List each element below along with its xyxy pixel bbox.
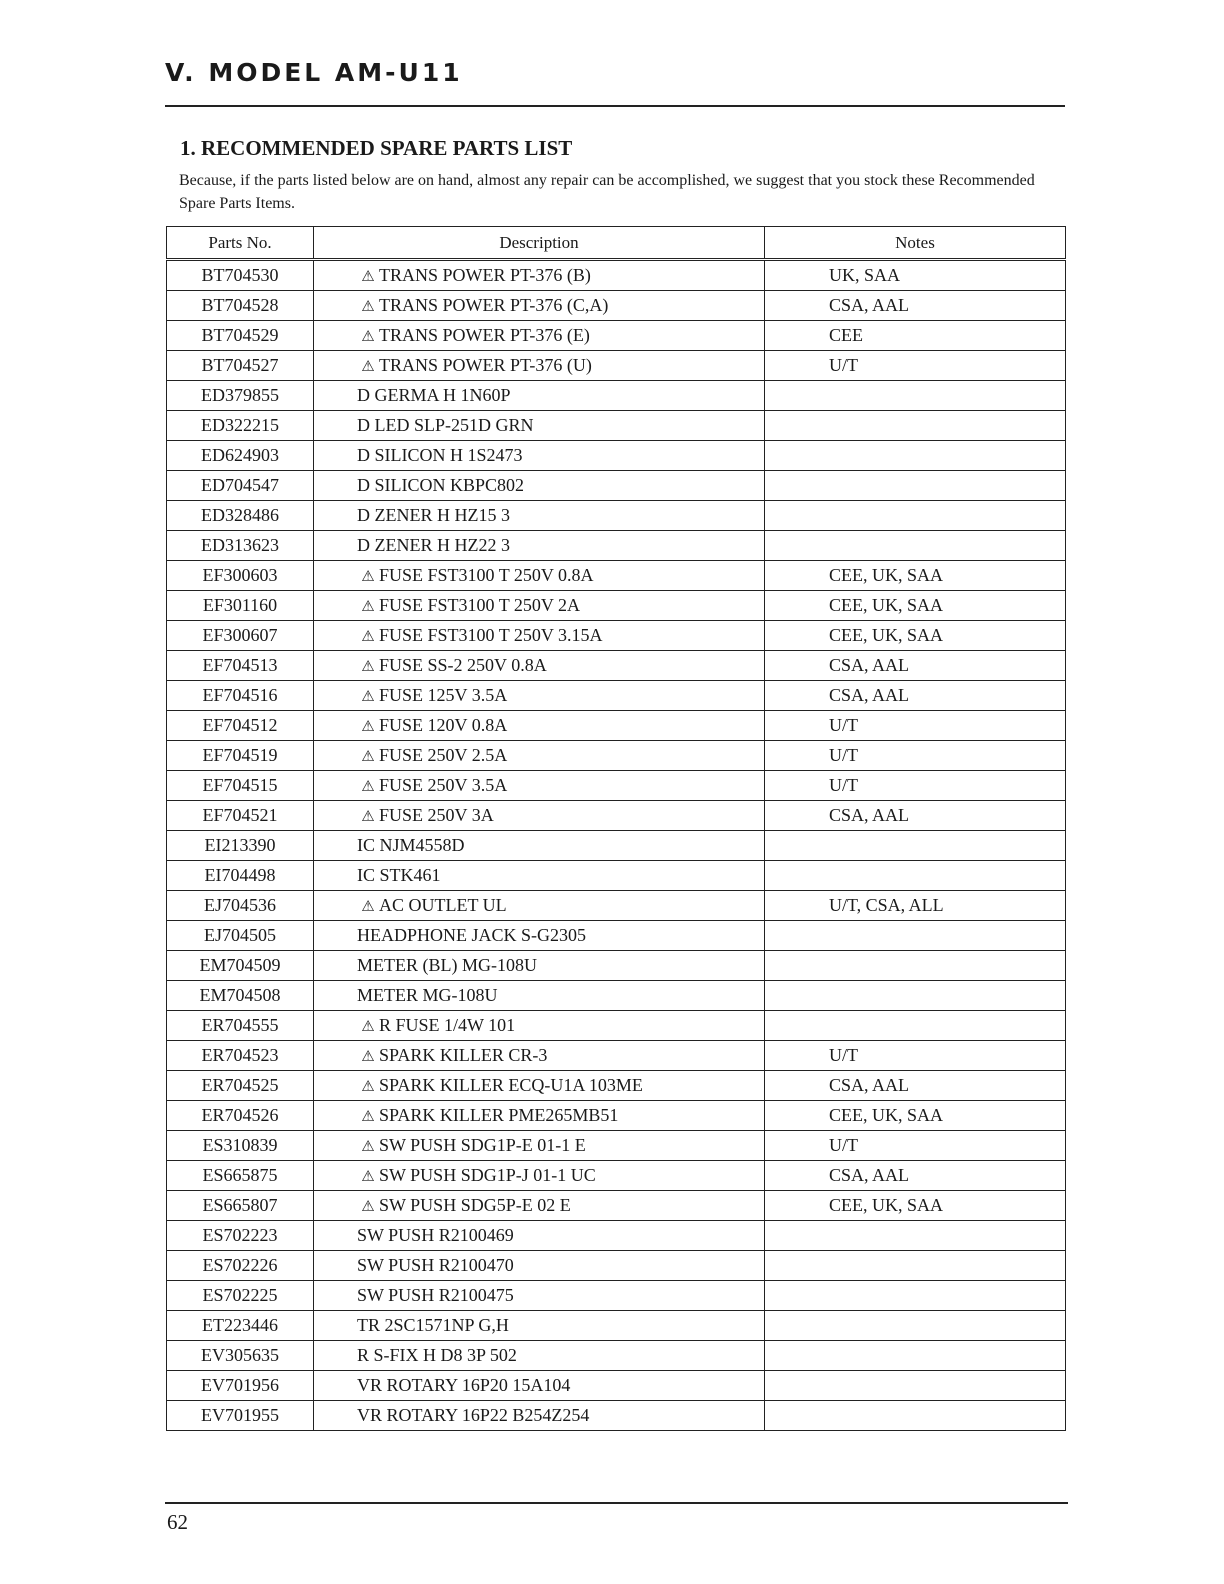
- table-row: [167, 591, 1066, 621]
- description-text: VR ROTARY 16P20 15A104: [357, 1375, 571, 1395]
- description-text: FUSE 250V 2.5A: [379, 745, 508, 765]
- description-cell: [314, 1311, 765, 1341]
- notes-cell: CEE, UK, SAA: [765, 1191, 1066, 1221]
- parts-no-cell: ES310839: [167, 1131, 314, 1161]
- warning-triangle-icon: ⚠: [361, 267, 375, 285]
- warning-triangle-icon: ⚠: [361, 807, 375, 825]
- table-row: [167, 411, 1066, 441]
- notes-cell: CEE: [765, 321, 1066, 351]
- table-row: [167, 1251, 1066, 1281]
- description-text: D SILICON KBPC802: [357, 475, 525, 495]
- chapter-title: V. MODEL AM-U11: [165, 58, 463, 87]
- description-cell: [314, 591, 765, 621]
- description-text: SPARK KILLER CR-3: [379, 1045, 548, 1065]
- table-row: [167, 1311, 1066, 1341]
- parts-no-cell: EM704508: [167, 981, 314, 1011]
- header-rule: [165, 105, 1065, 107]
- description-cell: [314, 1161, 765, 1191]
- table-row: [167, 291, 1066, 321]
- description-text: D LED SLP-251D GRN: [357, 415, 534, 435]
- warning-triangle-icon: ⚠: [361, 897, 375, 915]
- description-text: SW PUSH R2100475: [357, 1285, 514, 1305]
- table-row: [167, 651, 1066, 681]
- parts-no-cell: EV305635: [167, 1341, 314, 1371]
- parts-no-cell: EF300603: [167, 561, 314, 591]
- table-row: [167, 741, 1066, 771]
- notes-cell: U/T: [765, 351, 1066, 381]
- notes-cell: CSA, AAL: [765, 651, 1066, 681]
- table-row: [167, 1341, 1066, 1371]
- table-row: [167, 321, 1066, 351]
- description-cell: [314, 771, 765, 801]
- description-text: D ZENER H HZ15 3: [357, 505, 510, 525]
- table-row: [167, 501, 1066, 531]
- table-row: [167, 861, 1066, 891]
- notes-cell: U/T: [765, 771, 1066, 801]
- table-row: [167, 1221, 1066, 1251]
- parts-no-cell: EF704519: [167, 741, 314, 771]
- description-cell: [314, 1251, 765, 1281]
- description-cell: [314, 561, 765, 591]
- description-text: FUSE 120V 0.8A: [379, 715, 508, 735]
- parts-no-cell: EV701956: [167, 1371, 314, 1401]
- parts-no-cell: ED328486: [167, 501, 314, 531]
- table-row: [167, 1161, 1066, 1191]
- parts-no-cell: EF704516: [167, 681, 314, 711]
- description-cell: [314, 381, 765, 411]
- parts-no-cell: ED379855: [167, 381, 314, 411]
- description-text: TRANS POWER PT-376 (U): [379, 355, 592, 375]
- description-text: SW PUSH SDG1P-J 01-1 UC: [379, 1165, 596, 1185]
- parts-no-cell: ET223446: [167, 1311, 314, 1341]
- description-text: SW PUSH R2100469: [357, 1225, 514, 1245]
- description-cell: [314, 981, 765, 1011]
- warning-triangle-icon: ⚠: [361, 597, 375, 615]
- description-text: SPARK KILLER ECQ-U1A 103ME: [379, 1075, 643, 1095]
- description-cell: [314, 861, 765, 891]
- notes-cell: [765, 411, 1066, 441]
- description-cell: [314, 651, 765, 681]
- warning-triangle-icon: ⚠: [361, 327, 375, 345]
- notes-cell: [765, 501, 1066, 531]
- parts-no-cell: EF300607: [167, 621, 314, 651]
- parts-no-cell: EJ704505: [167, 921, 314, 951]
- table-row: [167, 1071, 1066, 1101]
- table-row: [167, 351, 1066, 381]
- description-cell: [314, 260, 765, 291]
- parts-no-cell: EJ704536: [167, 891, 314, 921]
- page-number: 62: [167, 1510, 188, 1534]
- notes-cell: CSA, AAL: [765, 681, 1066, 711]
- description-cell: [314, 621, 765, 651]
- description-text: SW PUSH SDG5P-E 02 E: [379, 1195, 571, 1215]
- table-row: [167, 1101, 1066, 1131]
- spare-parts-table: [166, 226, 1066, 1431]
- warning-triangle-icon: ⚠: [361, 1197, 375, 1215]
- intro-paragraph: Because, if the parts listed below are on hand, almost any repair can be accomplished, we suggest that you stock these Recommended Spare Parts Items.: [179, 172, 1035, 212]
- description-cell: [314, 321, 765, 351]
- notes-cell: [765, 471, 1066, 501]
- table-row: [167, 1041, 1066, 1071]
- parts-no-cell: ED704547: [167, 471, 314, 501]
- description-cell: [314, 711, 765, 741]
- description-cell: [314, 1101, 765, 1131]
- table-row: [167, 831, 1066, 861]
- warning-triangle-icon: ⚠: [361, 357, 375, 375]
- description-cell: [314, 351, 765, 381]
- notes-cell: CEE, UK, SAA: [765, 1101, 1066, 1131]
- warning-triangle-icon: ⚠: [361, 657, 375, 675]
- description-text: TRANS POWER PT-376 (C,A): [379, 295, 609, 315]
- parts-no-cell: ED624903: [167, 441, 314, 471]
- description-cell: [314, 1221, 765, 1251]
- table-row: [167, 1011, 1066, 1041]
- warning-triangle-icon: ⚠: [361, 687, 375, 705]
- notes-cell: U/T: [765, 711, 1066, 741]
- parts-no-cell: BT704530: [167, 260, 314, 291]
- description-text: FUSE 250V 3A: [379, 805, 494, 825]
- table-row: [167, 1401, 1066, 1431]
- table-row: [167, 951, 1066, 981]
- description-cell: [314, 1131, 765, 1161]
- notes-cell: [765, 531, 1066, 561]
- notes-cell: CEE, UK, SAA: [765, 621, 1066, 651]
- notes-cell: [765, 921, 1066, 951]
- warning-triangle-icon: ⚠: [361, 777, 375, 795]
- notes-cell: [765, 1371, 1066, 1401]
- description-cell: [314, 831, 765, 861]
- description-cell: [314, 1401, 765, 1431]
- description-text: D GERMA H 1N60P: [357, 385, 511, 405]
- description-text: FUSE FST3100 T 250V 3.15A: [379, 625, 603, 645]
- column-header-description: Description: [314, 227, 765, 260]
- parts-no-cell: ES665875: [167, 1161, 314, 1191]
- parts-no-cell: EI704498: [167, 861, 314, 891]
- description-text: TRANS POWER PT-376 (B): [379, 265, 591, 285]
- table-row: [167, 771, 1066, 801]
- parts-no-cell: BT704529: [167, 321, 314, 351]
- description-cell: [314, 1371, 765, 1401]
- parts-no-cell: ES702225: [167, 1281, 314, 1311]
- parts-no-cell: ES665807: [167, 1191, 314, 1221]
- description-text: R S-FIX H D8 3P 502: [357, 1345, 517, 1365]
- warning-triangle-icon: ⚠: [361, 1077, 375, 1095]
- warning-triangle-icon: ⚠: [361, 1047, 375, 1065]
- column-header-parts-no: Parts No.: [167, 227, 314, 260]
- table-row: [167, 561, 1066, 591]
- warning-triangle-icon: ⚠: [361, 627, 375, 645]
- description-cell: [314, 531, 765, 561]
- description-text: FUSE 125V 3.5A: [379, 685, 508, 705]
- table-row: [167, 711, 1066, 741]
- parts-no-cell: EF301160: [167, 591, 314, 621]
- notes-cell: [765, 1251, 1066, 1281]
- parts-no-cell: ER704525: [167, 1071, 314, 1101]
- notes-cell: [765, 861, 1066, 891]
- description-cell: [314, 801, 765, 831]
- table-row: [167, 381, 1066, 411]
- description-text: FUSE FST3100 T 250V 2A: [379, 595, 581, 615]
- description-cell: [314, 411, 765, 441]
- notes-cell: U/T: [765, 741, 1066, 771]
- table-row: [167, 1191, 1066, 1221]
- description-text: SPARK KILLER PME265MB51: [379, 1105, 619, 1125]
- table-row: [167, 1371, 1066, 1401]
- notes-cell: CEE, UK, SAA: [765, 591, 1066, 621]
- notes-cell: [765, 981, 1066, 1011]
- description-cell: [314, 951, 765, 981]
- description-text: SW PUSH R2100470: [357, 1255, 514, 1275]
- table-row: [167, 531, 1066, 561]
- parts-no-cell: EM704509: [167, 951, 314, 981]
- table-row: [167, 260, 1066, 291]
- parts-no-cell: ER704523: [167, 1041, 314, 1071]
- description-cell: [314, 441, 765, 471]
- parts-no-cell: ES702226: [167, 1251, 314, 1281]
- parts-no-cell: EV701955: [167, 1401, 314, 1431]
- notes-cell: [765, 1281, 1066, 1311]
- table-body: [167, 260, 1066, 1431]
- notes-cell: [765, 1011, 1066, 1041]
- table-header-row: [167, 227, 1066, 260]
- description-text: IC STK461: [357, 865, 441, 885]
- notes-cell: U/T: [765, 1041, 1066, 1071]
- parts-no-cell: ED313623: [167, 531, 314, 561]
- table-row: [167, 1281, 1066, 1311]
- notes-cell: U/T: [765, 1131, 1066, 1161]
- description-cell: [314, 1011, 765, 1041]
- warning-triangle-icon: ⚠: [361, 1017, 375, 1035]
- notes-cell: [765, 831, 1066, 861]
- description-text: VR ROTARY 16P22 B254Z254: [357, 1405, 590, 1425]
- table-row: [167, 441, 1066, 471]
- description-text: TR 2SC1571NP G,H: [357, 1315, 509, 1335]
- description-text: D ZENER H HZ22 3: [357, 535, 510, 555]
- description-text: IC NJM4558D: [357, 835, 465, 855]
- description-cell: [314, 1281, 765, 1311]
- notes-cell: [765, 441, 1066, 471]
- warning-triangle-icon: ⚠: [361, 747, 375, 765]
- notes-cell: UK, SAA: [765, 260, 1066, 291]
- footer-rule: [165, 1502, 1068, 1504]
- parts-no-cell: ER704526: [167, 1101, 314, 1131]
- parts-no-cell: EF704521: [167, 801, 314, 831]
- warning-triangle-icon: ⚠: [361, 717, 375, 735]
- description-text: FUSE SS-2 250V 0.8A: [379, 655, 547, 675]
- description-text: R FUSE 1/4W 101: [379, 1015, 516, 1035]
- section-title: 1. RECOMMENDED SPARE PARTS LIST: [180, 136, 573, 160]
- warning-triangle-icon: ⚠: [361, 1167, 375, 1185]
- description-text: METER (BL) MG-108U: [357, 955, 537, 975]
- description-cell: [314, 471, 765, 501]
- parts-no-cell: EF704512: [167, 711, 314, 741]
- description-text: HEADPHONE JACK S-G2305: [357, 925, 587, 945]
- notes-cell: CSA, AAL: [765, 291, 1066, 321]
- notes-cell: [765, 1311, 1066, 1341]
- warning-triangle-icon: ⚠: [361, 567, 375, 585]
- table-row: [167, 921, 1066, 951]
- description-cell: [314, 501, 765, 531]
- notes-cell: [765, 1401, 1066, 1431]
- parts-no-cell: EF704515: [167, 771, 314, 801]
- table-row: [167, 621, 1066, 651]
- notes-cell: U/T, CSA, ALL: [765, 891, 1066, 921]
- description-text: AC OUTLET UL: [379, 895, 507, 915]
- description-cell: [314, 921, 765, 951]
- table-row: [167, 471, 1066, 501]
- description-cell: [314, 1071, 765, 1101]
- notes-cell: [765, 951, 1066, 981]
- column-header-notes: Notes: [765, 227, 1066, 260]
- table-row: [167, 681, 1066, 711]
- parts-no-cell: BT704528: [167, 291, 314, 321]
- table-row: [167, 981, 1066, 1011]
- parts-no-cell: ED322215: [167, 411, 314, 441]
- description-cell: [314, 1041, 765, 1071]
- parts-no-cell: ES702223: [167, 1221, 314, 1251]
- parts-no-cell: EI213390: [167, 831, 314, 861]
- notes-cell: [765, 1221, 1066, 1251]
- warning-triangle-icon: ⚠: [361, 1107, 375, 1125]
- warning-triangle-icon: ⚠: [361, 297, 375, 315]
- description-cell: [314, 1341, 765, 1371]
- description-text: FUSE 250V 3.5A: [379, 775, 508, 795]
- description-cell: [314, 891, 765, 921]
- description-text: FUSE FST3100 T 250V 0.8A: [379, 565, 594, 585]
- notes-cell: CSA, AAL: [765, 801, 1066, 831]
- notes-cell: CEE, UK, SAA: [765, 561, 1066, 591]
- description-cell: [314, 681, 765, 711]
- notes-cell: CSA, AAL: [765, 1071, 1066, 1101]
- description-cell: [314, 741, 765, 771]
- description-text: SW PUSH SDG1P-E 01-1 E: [379, 1135, 586, 1155]
- table-row: [167, 1131, 1066, 1161]
- parts-no-cell: EF704513: [167, 651, 314, 681]
- parts-no-cell: BT704527: [167, 351, 314, 381]
- notes-cell: [765, 381, 1066, 411]
- description-text: METER MG-108U: [357, 985, 498, 1005]
- description-cell: [314, 291, 765, 321]
- notes-cell: [765, 1341, 1066, 1371]
- description-text: D SILICON H 1S2473: [357, 445, 523, 465]
- table-row: [167, 801, 1066, 831]
- warning-triangle-icon: ⚠: [361, 1137, 375, 1155]
- parts-no-cell: ER704555: [167, 1011, 314, 1041]
- table-row: [167, 891, 1066, 921]
- description-cell: [314, 1191, 765, 1221]
- description-text: TRANS POWER PT-376 (E): [379, 325, 590, 345]
- notes-cell: CSA, AAL: [765, 1161, 1066, 1191]
